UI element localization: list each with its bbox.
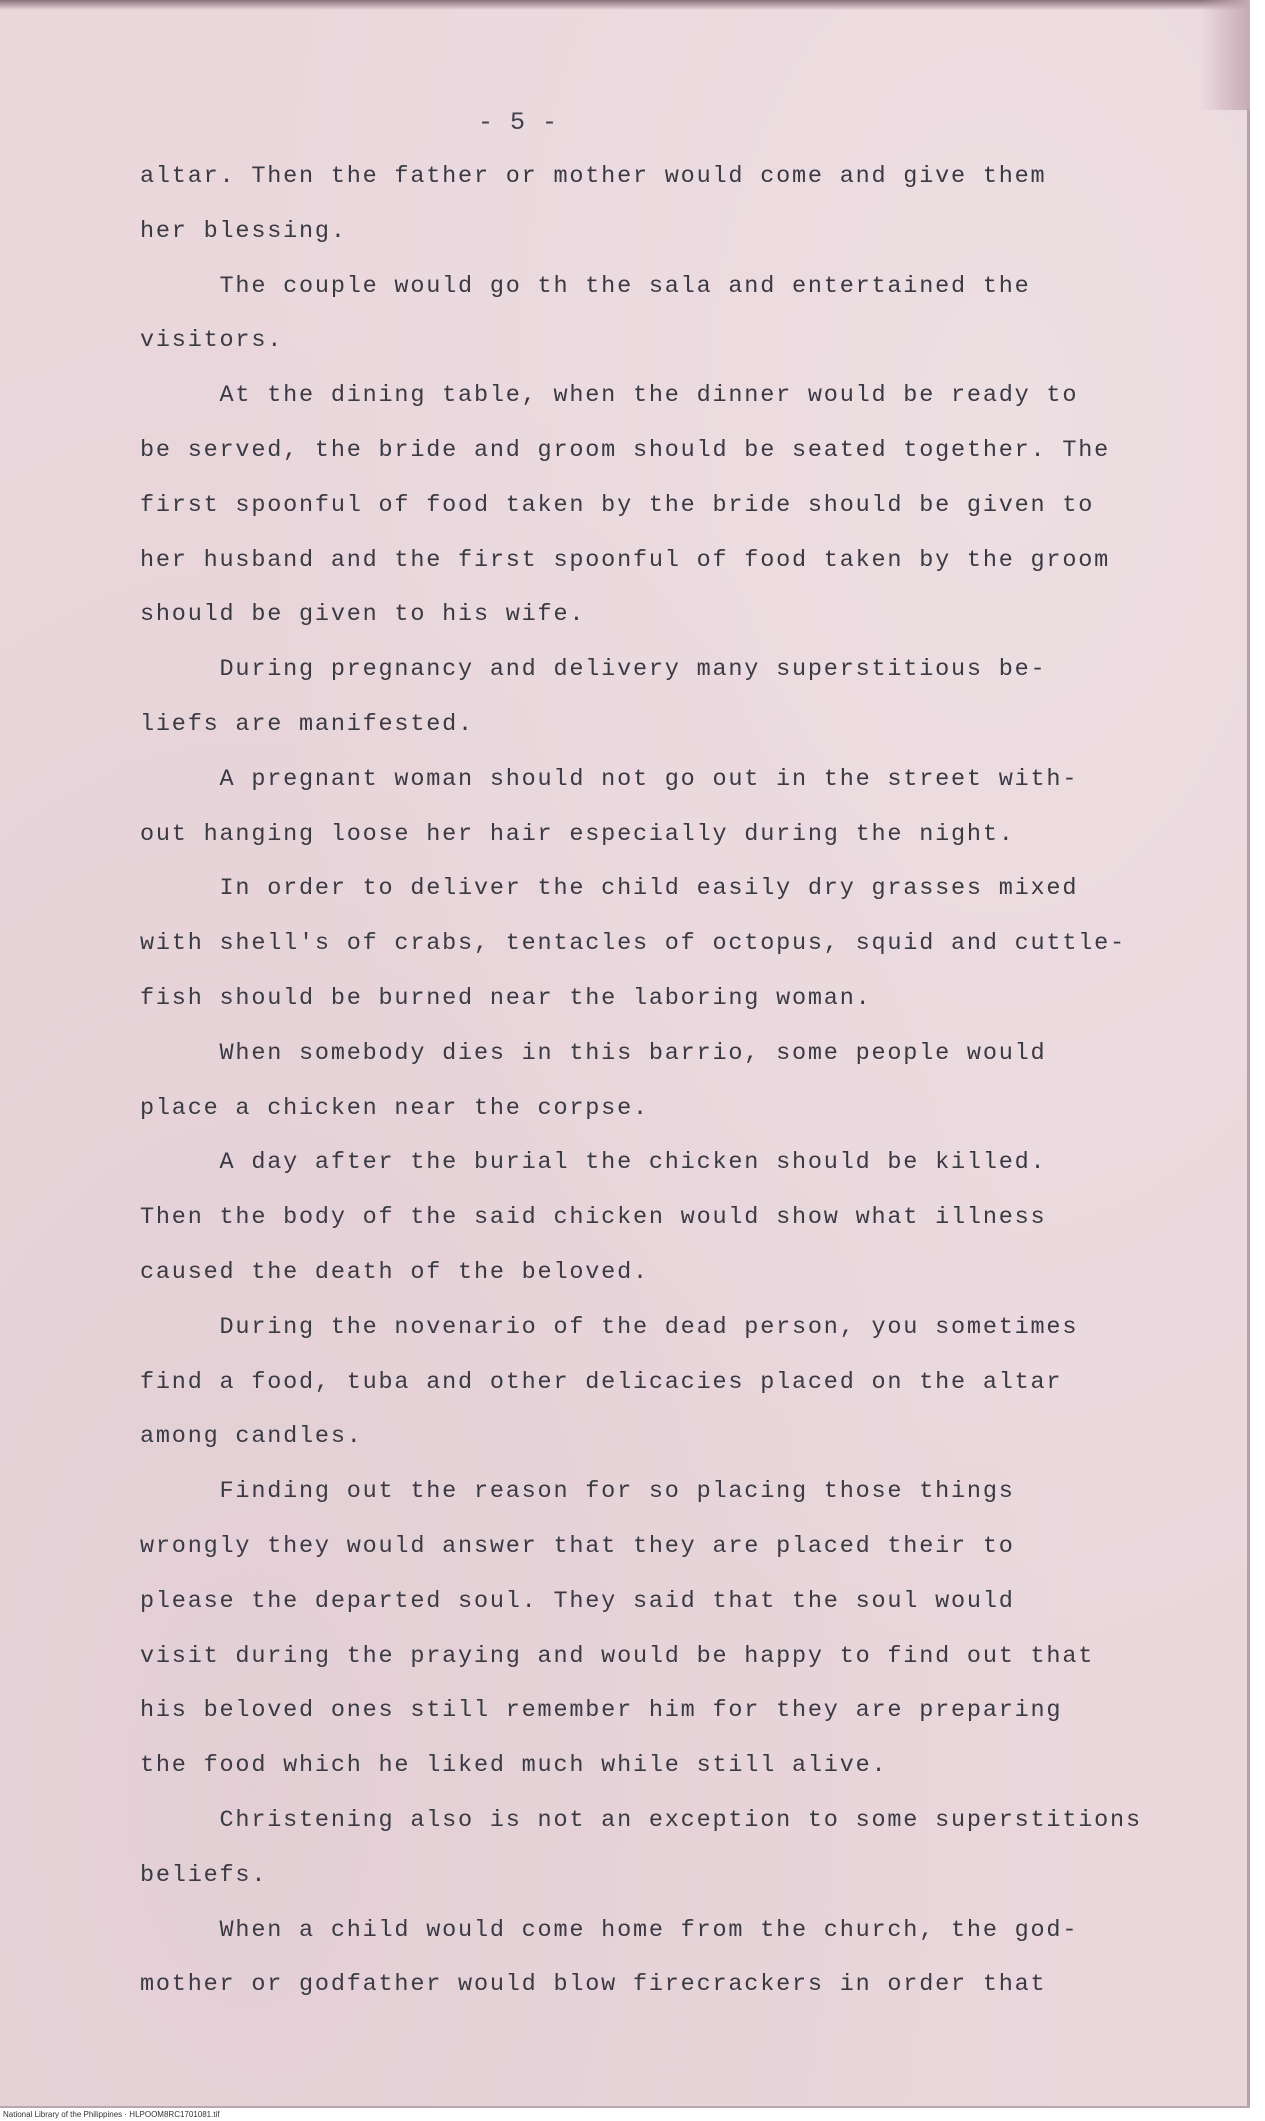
text-line: with shell's of crabs, tentacles of octopus, squid and cuttle- <box>140 930 1126 958</box>
text-line: beliefs. <box>140 1861 268 1889</box>
text-line: During the novenario of the dead person, you sometimes <box>140 1313 1079 1341</box>
text-line: find a food, tuba and other delicacies placed on the altar <box>140 1368 1063 1396</box>
page-corner-fold <box>1200 0 1250 110</box>
text-line: Then the body of the said chicken would show what illness <box>140 1204 1047 1232</box>
text-line: When a child would come home from the church, the god- <box>140 1916 1079 1944</box>
text-line: please the departed soul. They said that the soul would <box>140 1587 1015 1615</box>
text-line: visit during the praying and would be happy to find out that <box>140 1642 1095 1670</box>
text-line: altar. Then the father or mother would come and give them <box>140 163 1047 190</box>
text-line: fish should be burned near the laboring woman. <box>140 984 872 1012</box>
text-line: be served, the bride and groom should be seated together. The <box>140 436 1111 464</box>
page-top-edge-shadow <box>0 0 1250 10</box>
text-line: visitors. <box>140 327 284 355</box>
page-number: - 5 - <box>478 108 559 137</box>
text-line: liefs are manifested. <box>140 710 474 738</box>
text-line: Finding out the reason for so placing those things <box>140 1478 1015 1506</box>
text-line: mother or godfather would blow firecrackers in order that <box>140 1971 1047 1999</box>
text-line: A day after the burial the chicken should be killed. <box>140 1149 1047 1177</box>
text-line: Christening also is not an exception to some superstitions <box>140 1806 1142 1834</box>
text-line: place a chicken near the corpse. <box>140 1094 649 1122</box>
text-line: among candles. <box>140 1423 363 1451</box>
text-line: her husband and the first spoonful of food taken by the groom <box>140 546 1111 574</box>
text-line: The couple would go th the sala and entertained the <box>140 272 1031 300</box>
text-line: his beloved ones still remember him for they are preparing <box>140 1697 1063 1725</box>
text-line: first spoonful of food taken by the bride should be given to <box>140 491 1095 519</box>
text-line: the food which he liked much while still alive. <box>140 1752 888 1780</box>
text-line: out hanging loose her hair especially during the night. <box>140 820 1015 848</box>
text-line: her blessing. <box>140 217 347 245</box>
text-line: In order to deliver the child easily dry grasses mixed <box>140 875 1079 903</box>
typed-body-text <box>140 150 1180 2013</box>
text-line: During pregnancy and delivery many superstitious be- <box>140 656 1047 684</box>
text-line: should be given to his wife. <box>140 601 586 629</box>
scan-credit-footer: National Library of the Philippines · HLPOOM8RC1701081.tif <box>3 2110 220 2119</box>
text-line: caused the death of the beloved. <box>140 1258 649 1286</box>
text-line: A pregnant woman should not go out in the street with- <box>140 765 1079 793</box>
text-line: wrongly they would answer that they are placed their to <box>140 1532 1015 1560</box>
text-line: When somebody dies in this barrio, some people would <box>140 1039 1047 1067</box>
text-line: At the dining table, when the dinner would be ready to <box>140 382 1079 410</box>
